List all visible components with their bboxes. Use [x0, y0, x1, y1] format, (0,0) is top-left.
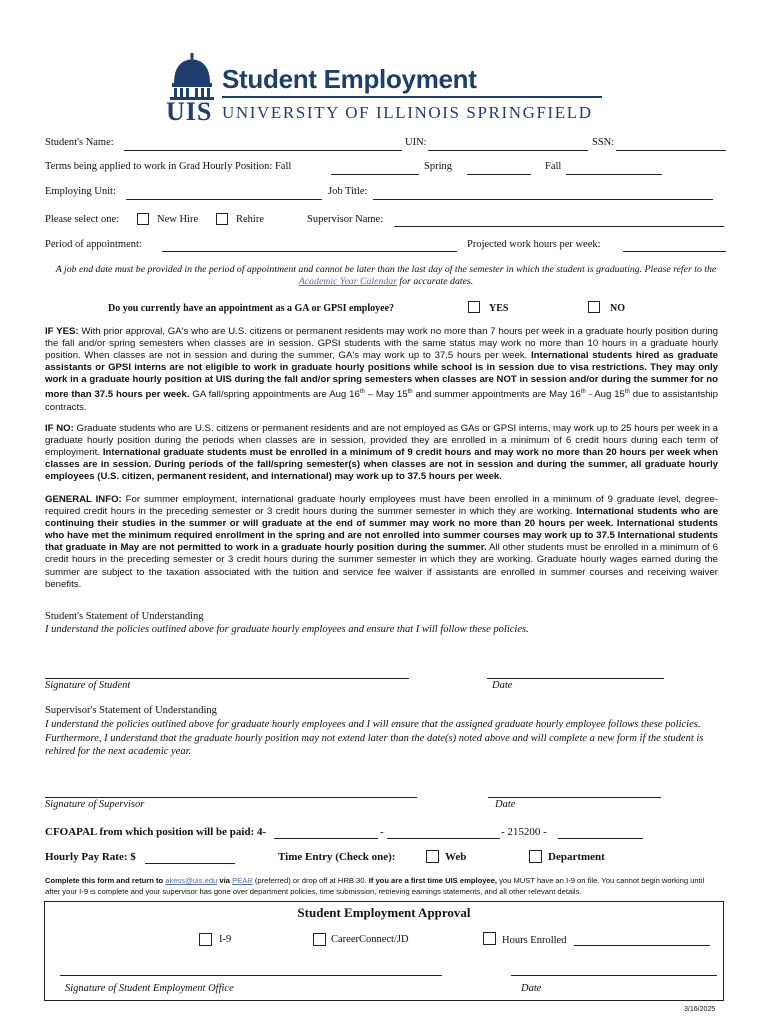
supervisor-signature-line[interactable]: [45, 797, 417, 798]
ga-yes-checkbox[interactable]: [468, 301, 480, 313]
projected-hours-field[interactable]: [623, 251, 726, 252]
department-label: Department: [548, 851, 605, 863]
ga-no-checkbox[interactable]: [588, 301, 600, 313]
projected-hours-label: Projected work hours per week:: [467, 239, 601, 250]
supervisor-date-label: Date: [495, 799, 516, 810]
ga-yes-label: YES: [489, 303, 509, 314]
job-title-label: Job Title:: [328, 186, 368, 197]
cfoapal-field-2[interactable]: [387, 838, 500, 839]
hourly-pay-label: Hourly Pay Rate: $: [45, 851, 136, 863]
if-no-paragraph: IF NO: Graduate students who are U.S. citizens or permanent residents and are not employed as GAs or GPSI interns, may work up to 25 hours per week in a graduate hourly position during the periods when classes are in session, provided they are enrolled in a minimum of 6 credit hours during each term of employment. International graduate students must be enrolled in a minimum of 9 credit hours and may work no more than 20 hours per week when classes are in session. During periods of the fall/spring semester(s) when classes are not in session and during the summer, all graduate hourly employees (U.S. citizen, permanent resident, and international) may work up to 37.5 hours per week.: [45, 423, 718, 483]
i9-label: I-9: [219, 934, 232, 945]
cfoapal-label: CFOAPAL from which position will be paid: 4-: [45, 826, 267, 838]
careerconnect-label: CareerConnect/JD: [331, 934, 409, 945]
student-date-label: Date: [492, 680, 513, 691]
ssn-field[interactable]: [616, 150, 726, 151]
cfoapal-field-3[interactable]: [558, 838, 643, 839]
supervisor-name-field[interactable]: [394, 226, 724, 227]
approval-title: Student Employment Approval: [297, 905, 471, 920]
rehire-label: Rehire: [236, 214, 264, 225]
job-title-field[interactable]: [373, 199, 713, 200]
fall-term-field-2[interactable]: [566, 174, 662, 175]
rehire-checkbox[interactable]: [216, 213, 228, 225]
general-info-paragraph: GENERAL INFO: For summer employment, international graduate hourly employees must have been enrolled in a minimum of 9 graduate level, degree-required credit hours in the preceding semester or 3 credit hours during the summer semester in which they are working. International students who are continuing their studies in the summer or will graduate at the end of summer may work no more than 20 hours per week. International students who have met the minimum required enrollment in the spring and are not enrolled into summer courses may work up to 37.5 International students that graduate in May are not permitted to work in a graduate hourly position during the summer. All other students must be enrolled in a minimum of 6 credit hours in the preceding semester or 3 credit hours during the summer semester in which they are working. Graduate hourly wages earned during the summer are subject to the taxation associated with the tuition and service fee waiver if assistants are enrolled in summer courses and receiving waiver benefits.: [45, 494, 718, 590]
spring-term-field[interactable]: [467, 174, 531, 175]
submit-instructions: Complete this form and return to akess@uis.edu via PEAR (preferred) or drop off at HRB 30. If you are a first time UIS employee, you MUST have an I-9 on file. You cannot begin working until after your I-9 is complete and your supervisor has gone over department policies, time submission, retrieving earnings statements, and all other relevant details.: [45, 876, 705, 896]
page-subtitle: UNIVERSITY OF ILLINOIS SPRINGFIELD: [222, 103, 593, 122]
period-field[interactable]: [162, 251, 457, 252]
i9-checkbox[interactable]: [199, 933, 212, 946]
supervisor-statement-text: I understand the policies outlined above for graduate hourly employees and I will ensure that the assigned graduate hourly employee follows these policies. Furthermore, I understand that the graduate hourly position may not extend later than the date(s) noted above and will complete a new form if the student is rehired for the next academic year.: [45, 719, 704, 757]
page-title: Student Employment: [222, 64, 477, 94]
period-label: Period of appointment:: [45, 239, 142, 250]
please-select-label: Please select one:: [45, 214, 120, 225]
web-checkbox[interactable]: [426, 850, 439, 863]
student-name-field[interactable]: [124, 150, 402, 151]
student-statement-heading: Student's Statement of Understanding: [45, 611, 204, 622]
academic-calendar-link[interactable]: Academic Year Calendar: [298, 276, 397, 287]
office-date-label: Date: [521, 983, 542, 994]
ga-no-label: NO: [610, 303, 625, 314]
email-link[interactable]: akess@uis.edu: [165, 876, 218, 885]
supervisor-date-line[interactable]: [488, 797, 661, 798]
hours-enrolled-checkbox[interactable]: [483, 932, 496, 945]
new-hire-label: New Hire: [157, 214, 199, 225]
uin-label: UIN:: [405, 137, 427, 148]
spring-label: Spring: [424, 161, 453, 172]
logo-divider: [222, 96, 602, 98]
supervisor-signature-label: Signature of Supervisor: [45, 799, 145, 810]
ssn-label: SSN:: [592, 137, 615, 148]
time-entry-label: Time Entry (Check one):: [278, 851, 396, 863]
employing-unit-label: Employing Unit:: [45, 186, 116, 197]
student-signature-line[interactable]: [45, 678, 409, 679]
web-label: Web: [445, 851, 467, 863]
revision-date: 3/16/2025: [684, 1006, 716, 1013]
supervisor-statement-heading: Supervisor's Statement of Understanding: [45, 705, 217, 716]
fall-term-field[interactable]: [331, 174, 419, 175]
supervisor-name-label: Supervisor Name:: [307, 214, 384, 225]
department-checkbox[interactable]: [529, 850, 542, 863]
logo-letters: UIS: [166, 97, 213, 126]
office-date-line[interactable]: [511, 975, 717, 976]
pear-link[interactable]: PEAR: [232, 876, 253, 885]
ga-question: Do you currently have an appointment as a GA or GPSI employee?: [108, 303, 395, 314]
if-yes-paragraph: IF YES: With prior approval, GA's who are U.S. citizens or permanent residents may work no more than 7 hours per week in a graduate hourly position during the fall and/or spring semesters when classes are in session. GPSI students with the same status may work no more than 10 hours in a graduate hourly position. When classes are not in session and during the summer, GA's may work up to 37.5 hours per week. International students hired as graduate assistants or GPSI interns are not eligible to work in graduate hourly positions while school is in session due to visa restrictions. They may only work in a graduate hourly position at UIS during the fall and/or spring semesters when classes are NOT in session and/or during the summer for no more than 37.5 hours per week. GA fall/spring appointments are Aug 16th – May 15th and summer appointments are May 16th - Aug 15th due to assistantship contracts.: [45, 326, 718, 413]
cfoapal-dash: -: [380, 826, 384, 838]
office-signature-line[interactable]: [60, 975, 442, 976]
office-signature-label: Signature of Student Employment Office: [65, 983, 234, 994]
careerconnect-checkbox[interactable]: [313, 933, 326, 946]
cfoapal-field-1[interactable]: [274, 838, 378, 839]
employing-unit-field[interactable]: [126, 199, 322, 200]
end-date-notice: A job end date must be provided in the period of appointment and cannot be later than the last day of the semester in which the student is graduating. Please refer to the Academic Year Calendar for accurate dates.: [55, 264, 717, 287]
terms-label: Terms being applied to work in Grad Hourly Position: Fall: [45, 161, 292, 172]
student-name-label: Student's Name:: [45, 137, 114, 148]
fall-label-2: Fall: [545, 161, 562, 172]
student-statement-text: I understand the policies outlined above for graduate hourly employees and ensure that I will follow these policies.: [45, 624, 529, 635]
hours-enrolled-label: Hours Enrolled: [502, 935, 567, 946]
cfoapal-account: - 215200 -: [501, 826, 547, 838]
hours-enrolled-field[interactable]: [574, 945, 710, 946]
uin-field[interactable]: [428, 150, 588, 151]
hourly-pay-field[interactable]: [145, 863, 235, 864]
student-signature-label: Signature of Student: [45, 680, 131, 691]
new-hire-checkbox[interactable]: [137, 213, 149, 225]
student-date-line[interactable]: [487, 678, 664, 679]
